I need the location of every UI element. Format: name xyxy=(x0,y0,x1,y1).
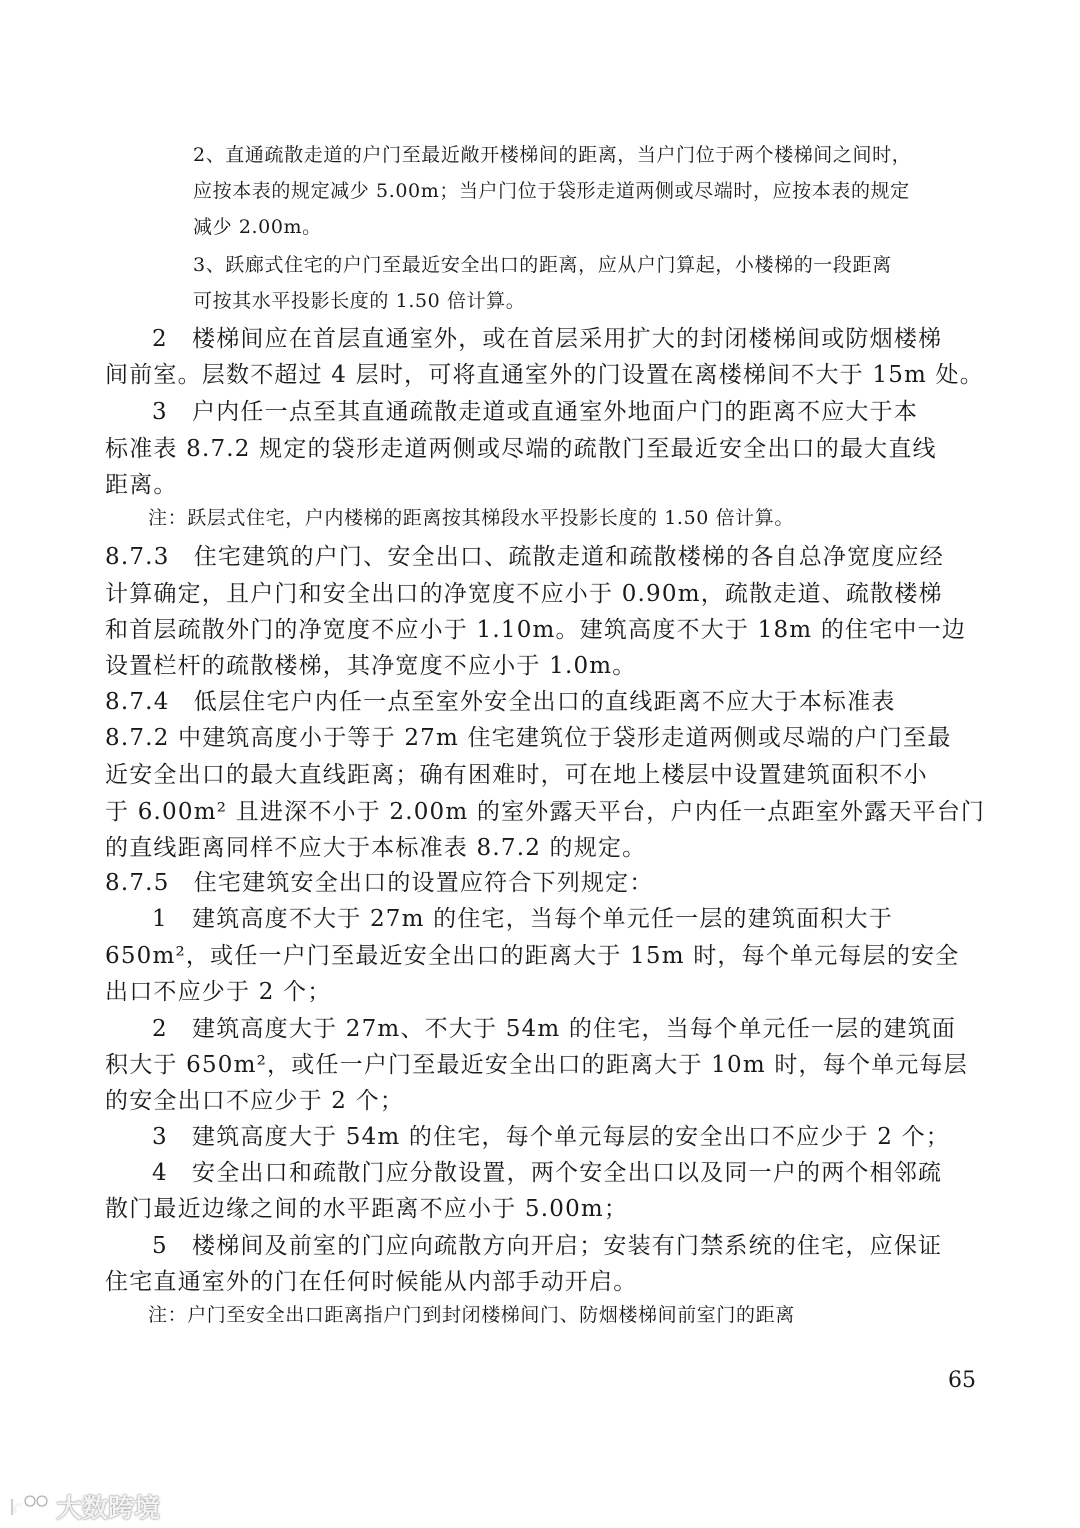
text-line: 设置栏杆的疏散楼梯，其净宽度不应小于 1.0m。 xyxy=(105,653,637,679)
text-line: 积大于 650m²，或任一户门至最近安全出口的距离大于 10m 时，每个单元每层 xyxy=(105,1052,968,1078)
text-line: 3 建筑高度大于 54m 的住宅，每个单元每层的安全出口不应少于 2 个； xyxy=(152,1124,950,1150)
text-line: 距离。 xyxy=(105,472,178,498)
text-line: 近安全出口的最大直线距离；确有困难时，可在地上楼层中设置建筑面积不小 xyxy=(105,762,928,788)
text-line: 间前室。层数不超过 4 层时，可将直通室外的门设置在离楼梯间不大于 15m 处。 xyxy=(105,362,984,388)
text-line: 650m²，或任一户门至最近安全出口的距离大于 15m 时，每个单元每层的安全 xyxy=(105,943,960,969)
text-line: 计算确定，且户门和安全出口的净宽度不应小于 0.90m，疏散走道、疏散楼梯 xyxy=(105,581,943,607)
text-line: 应按本表的规定减少 5.00m；当户门位于袋形走道两侧或尽端时，应按本表的规定 xyxy=(193,180,910,202)
text-line: 可按其水平投影长度的 1.50 倍计算。 xyxy=(193,290,526,312)
watermark xyxy=(6,1488,160,1525)
text-line: 8.7.3 住宅建筑的户门、安全出口、疏散走道和疏散楼梯的各自总净宽度应经 xyxy=(105,544,944,570)
text-line: 和首层疏散外门的净宽度不应小于 1.10m。建筑高度不大于 18m 的住宅中一边 xyxy=(105,617,967,643)
text-line: 8.7.4 低层住宅户内任一点至室外安全出口的直线距离不应大于本标准表 xyxy=(105,689,896,715)
text-line: 2、直通疏散走道的户门至最近敞开楼梯间的距离，当户门位于两个楼梯间之间时， xyxy=(193,144,912,166)
text-line: 注：跃层式住宅，户内楼梯的距离按其梯段水平投影长度的 1.50 倍计算。 xyxy=(148,507,794,529)
text-line: 8.7.2 中建筑高度小于等于 27m 住宅建筑位于袋形走道两侧或尽端的户门至最 xyxy=(105,725,952,751)
text-line: 出口不应少于 2 个； xyxy=(105,979,332,1005)
text-line: 8.7.5 住宅建筑安全出口的设置应符合下列规定： xyxy=(105,870,654,896)
watermark-text: 大数跨境 xyxy=(56,1494,161,1524)
text-line: 3 户内任一点至其直通疏散走道或直通室外地面户门的距离不应大于本 xyxy=(152,399,919,425)
text-line: 2 建筑高度大于 27m、不大于 54m 的住宅，当每个单元任一层的建筑面 xyxy=(152,1016,957,1042)
text-line: 1 建筑高度不大于 27m 的住宅，当每个单元任一层的建筑面积大于 xyxy=(152,906,893,932)
text-line: 4 安全出口和疏散门应分散设置，两个安全出口以及同一户的两个相邻疏 xyxy=(152,1160,943,1186)
text-line: 标准表 8.7.2 规定的袋形走道两侧或尽端的疏散门至最近安全出口的最大直线 xyxy=(105,436,937,462)
text-line: 的安全出口不应少于 2 个； xyxy=(105,1088,405,1114)
weibo-logo-icon xyxy=(6,1493,50,1521)
text-line: 住宅直通室外的门在任何时候能从内部手动开启。 xyxy=(105,1269,638,1295)
text-line: 的直线距离同样不应大于本标准表 8.7.2 的规定。 xyxy=(105,835,647,861)
text-line: 2 楼梯间应在首层直通室外，或在首层采用扩大的封闭楼梯间或防烟楼梯 xyxy=(152,326,943,352)
text-line: 3、跃廊式住宅的户门至最近安全出口的距离，应从户门算起，小楼梯的一段距离 xyxy=(193,254,892,276)
text-line: 减少 2.00m。 xyxy=(193,216,322,238)
text-line: 注：户门至安全出口距离指户门到封闭楼梯间门、防烟楼梯间前室门的距离 xyxy=(148,1304,795,1326)
text-line: 5 楼梯间及前室的门应向疏散方向开启；安装有门禁系统的住宅，应保证 xyxy=(152,1233,943,1259)
text-line: 散门最近边缘之间的水平距离不应小于 5.00m； xyxy=(105,1196,629,1222)
text-line: 于 6.00m² 且进深不小于 2.00m 的室外露天平台，户内任一点距室外露天平台门 xyxy=(105,799,986,825)
page-number: 65 xyxy=(948,1368,976,1393)
